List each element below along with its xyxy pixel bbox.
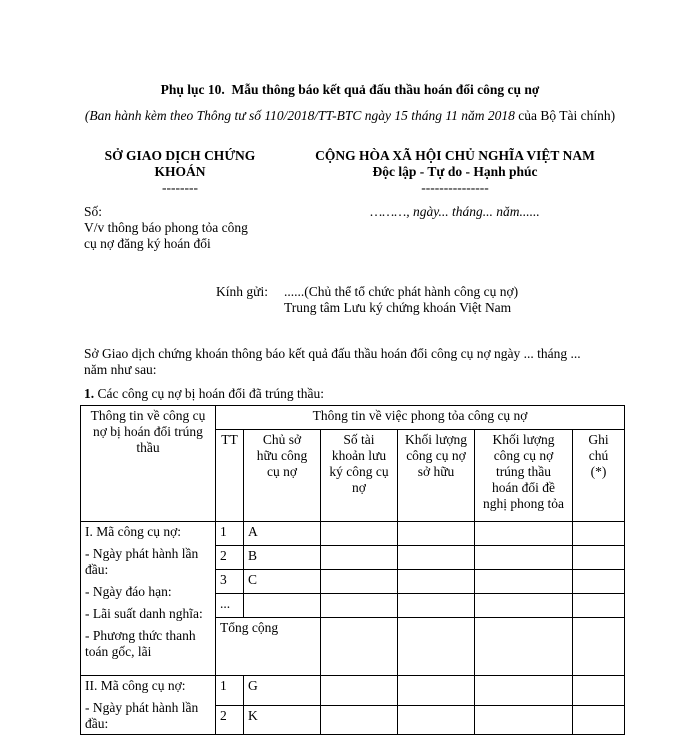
group-1-coupon: - Lãi suất danh nghĩa:	[85, 606, 203, 621]
section-1-heading	[84, 386, 324, 402]
row-owner: K	[244, 705, 321, 735]
header-volume: Khối lượng công cụ nợ sở hữu	[398, 430, 475, 522]
blocked-debt-table	[80, 405, 625, 735]
section-1-number: 1.	[84, 386, 95, 401]
document-title	[0, 82, 700, 98]
header-tt: TT	[216, 430, 244, 522]
table-row	[81, 676, 625, 706]
org-line-2: KHOÁN	[154, 164, 206, 179]
title-text: Mẫu thông báo kết quả đấu thầu hoán đổi công cụ nợ	[231, 82, 540, 97]
recipient-2: Trung tâm Lưu ký chứng khoán Việt Nam	[284, 300, 512, 315]
subtitle-normal: của Bộ Tài chính)	[518, 108, 616, 123]
header-owner: Chủ sở hữu công cụ nợ	[244, 430, 321, 522]
subject-line-2: cụ nợ đăng ký hoán đổi	[84, 236, 211, 251]
national-header	[285, 148, 625, 196]
header-blocking-group: Thông tin về việc phong tỏa công cụ nợ	[216, 406, 625, 430]
row-tt: 1	[216, 676, 244, 706]
row-owner: A	[244, 522, 321, 546]
row-owner: B	[244, 546, 321, 570]
header-note: Ghi chú (*)	[573, 430, 625, 522]
recipients	[284, 284, 518, 316]
nation-name: CỘNG HÒA XÃ HỘI CHỦ NGHĨA VIỆT NAM	[315, 148, 595, 163]
group-2-code: II. Mã công cụ nợ:	[85, 678, 186, 693]
row-tt: 1	[216, 522, 244, 546]
group-1-issue-date: - Ngày phát hành lần đầu:	[85, 546, 199, 577]
row-tt: ...	[216, 594, 244, 618]
recipient-1: ......(Chủ thể tổ chức phát hành công cụ nợ)	[284, 284, 519, 299]
group-2-issue-date: - Ngày phát hành lần đầu:	[85, 700, 199, 731]
row-owner: G	[244, 676, 321, 706]
intro-line-1: Sở Giao dịch chứng khoán thông báo kết quả đấu thầu hoán đổi công cụ nợ ngày ... tháng ...	[84, 346, 581, 361]
table-row	[81, 522, 625, 546]
recipient-label: Kính gửi:	[216, 284, 268, 299]
org-name	[80, 148, 280, 196]
group-2-info	[81, 676, 216, 735]
subject	[84, 220, 248, 252]
motto: Độc lập - Tự do - Hạnh phúc	[372, 164, 538, 179]
intro-line-2: năm như sau:	[84, 362, 157, 377]
section-1-text: Các công cụ nợ bị hoán đổi đã trúng thầu:	[97, 386, 324, 401]
subject-line-1: V/v thông báo phong tỏa công	[84, 220, 248, 235]
motto-rule: ---------------	[421, 180, 489, 195]
appendix-label: Phụ lục 10.	[160, 82, 225, 97]
date-line: ………, ngày... tháng... năm......	[370, 204, 540, 219]
header-debt-info: Thông tin về công cụ nợ bị hoán đổi trúng thầu	[81, 406, 216, 522]
group-1-payment: - Phương thức thanh toán gốc, lãi	[85, 628, 196, 659]
row-tt: 2	[216, 705, 244, 735]
row-tt: 3	[216, 570, 244, 594]
row-tt: 2	[216, 546, 244, 570]
total-label: Tổng cộng	[216, 618, 321, 676]
intro-paragraph	[84, 346, 624, 378]
header-account: Số tài khoản lưu ký công cụ nợ	[321, 430, 398, 522]
row-owner	[244, 594, 321, 618]
header-won-volume: Khối lượng công cụ nợ trúng thầu hoán đổi đề nghị phong tỏa	[475, 430, 573, 522]
doc-number-label: Số:	[84, 204, 103, 219]
org-line-1: SỞ GIAO DỊCH CHỨNG	[104, 148, 256, 163]
org-rule: --------	[162, 180, 198, 195]
subtitle-italic: (Ban hành kèm theo Thông tư số 110/2018/TT-BTC ngày 15 tháng 11 năm 2018	[84, 108, 515, 123]
group-1-info	[81, 522, 216, 676]
group-1-maturity: - Ngày đáo hạn:	[85, 584, 172, 599]
row-owner: C	[244, 570, 321, 594]
document-subtitle	[70, 108, 630, 124]
group-1-code: I. Mã công cụ nợ:	[85, 524, 181, 539]
